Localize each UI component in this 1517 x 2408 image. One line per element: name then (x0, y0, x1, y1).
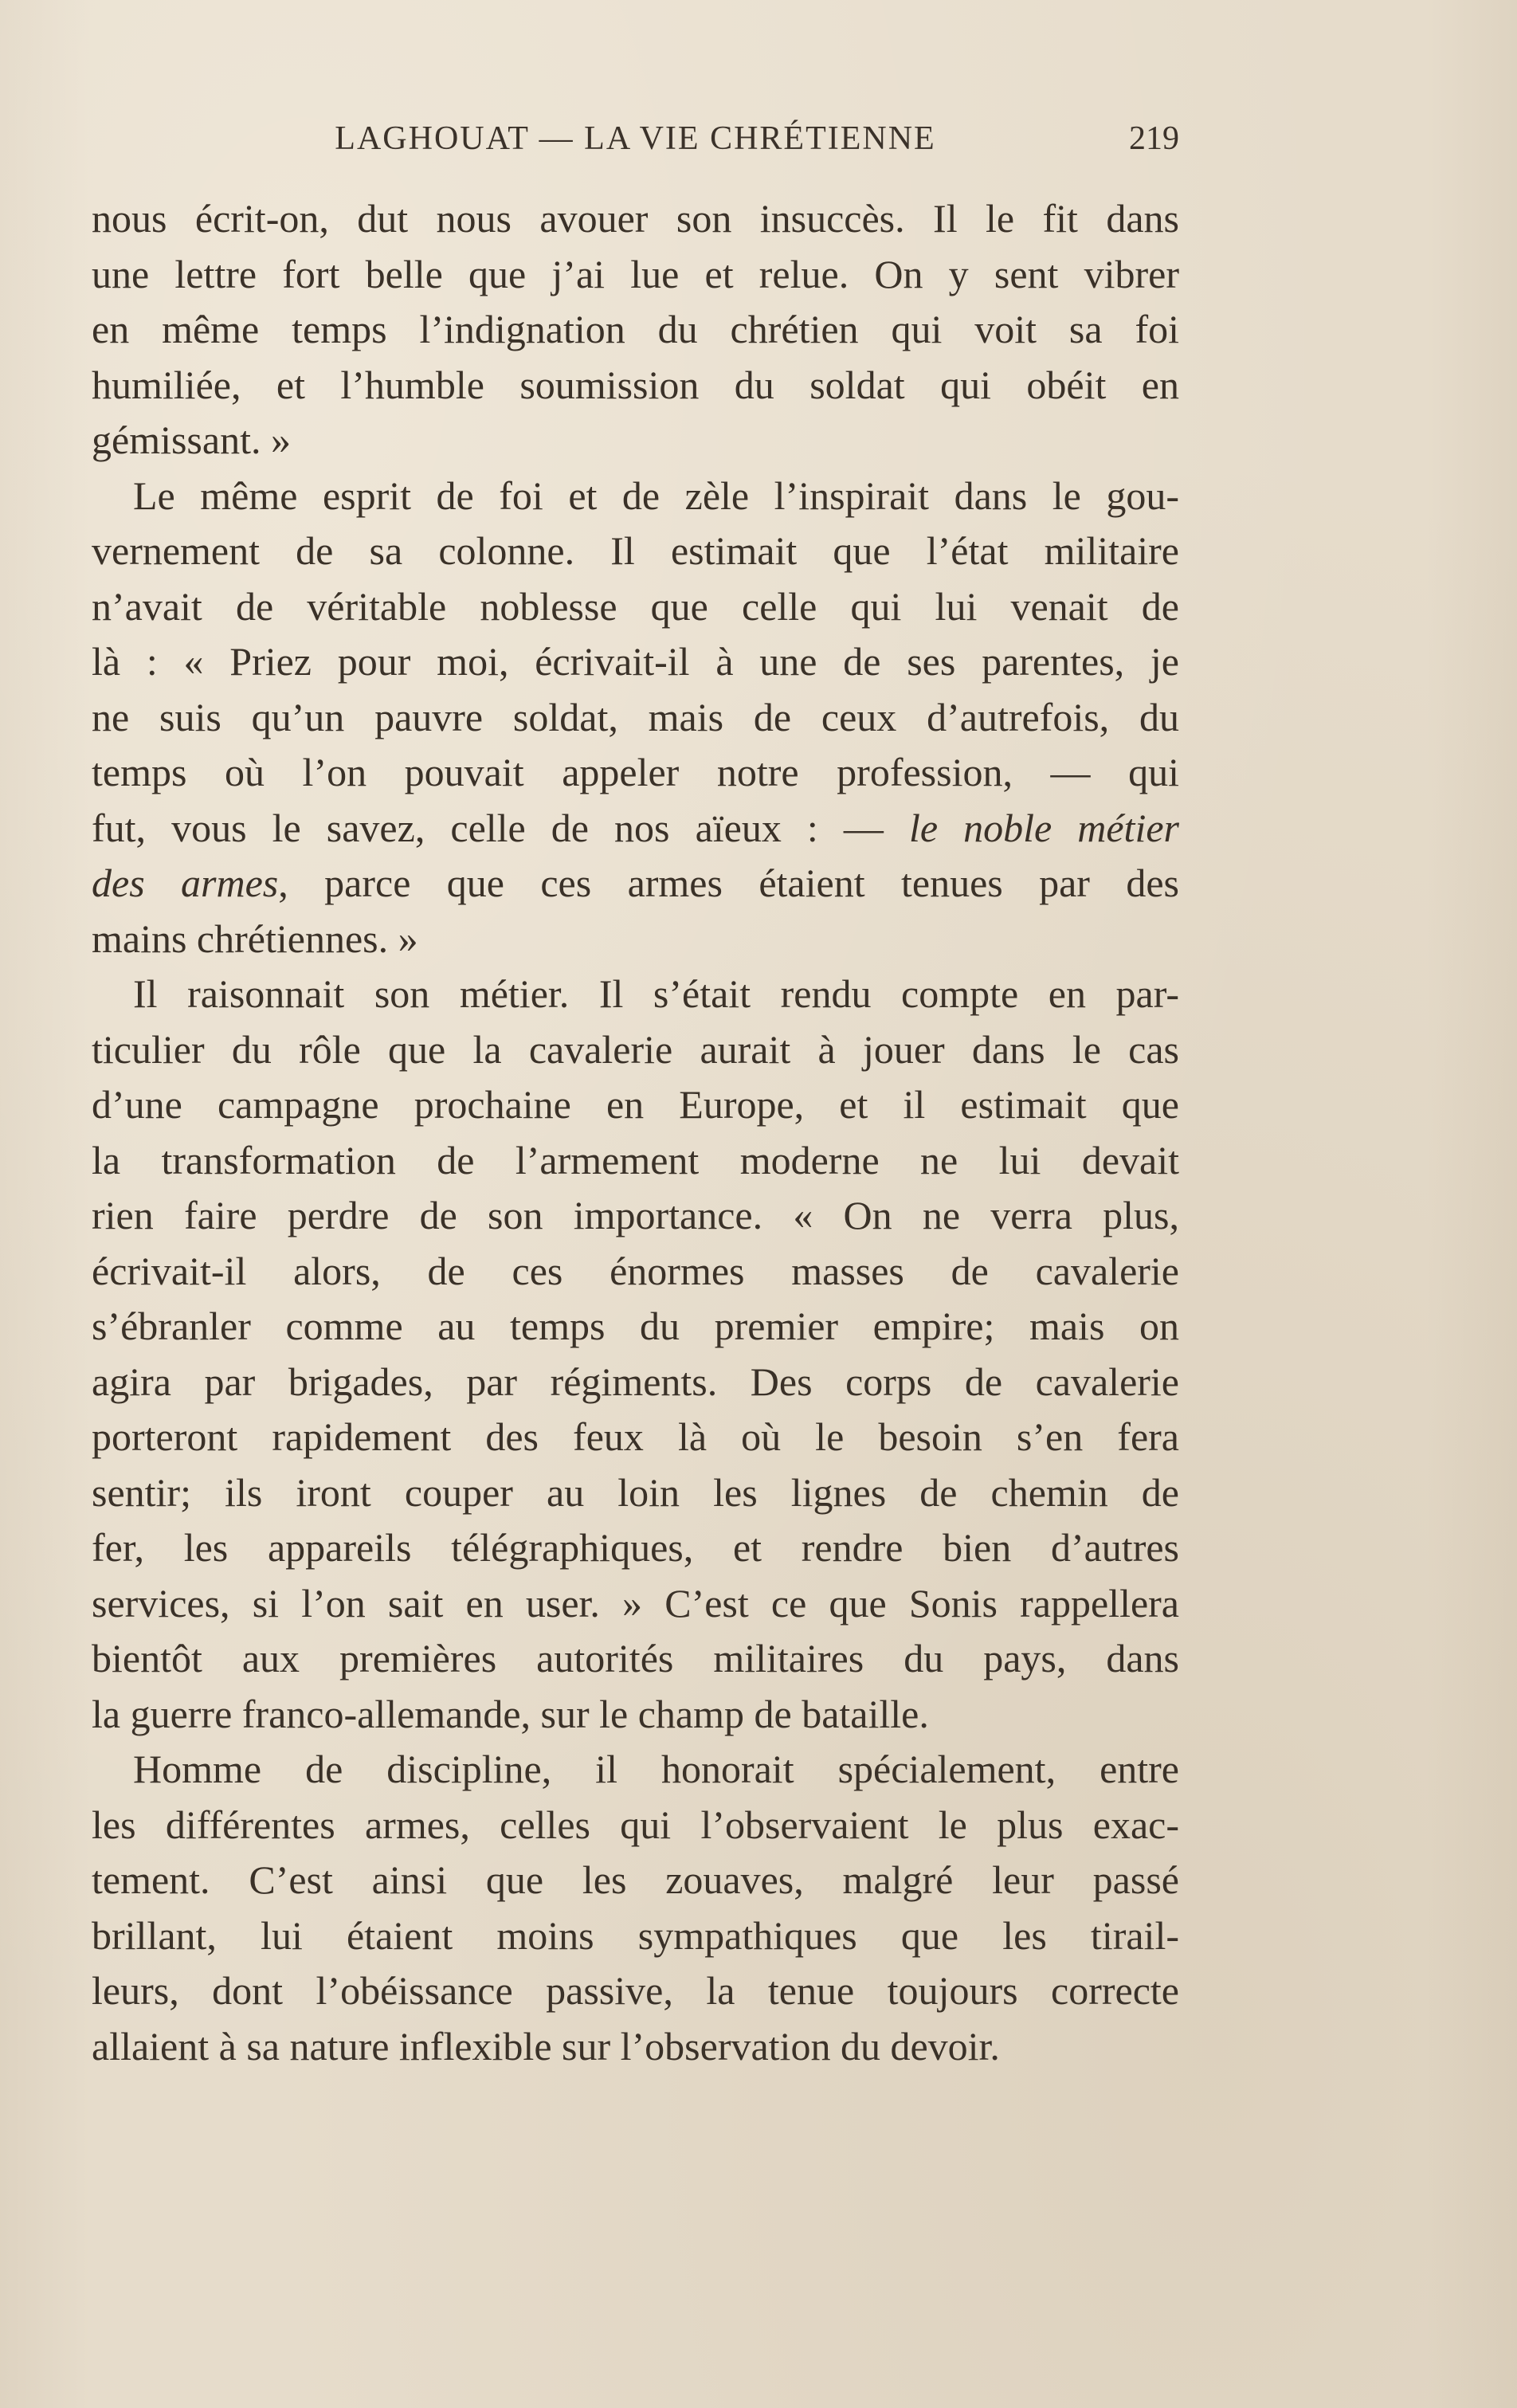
text-line: la guerre franco-allemande, sur le champ de bataille. (92, 1691, 929, 1736)
text-line: Homme de discipline, il honorait spécialement, entre (133, 1747, 1179, 1791)
running-title: LAGHOUAT — LA VIE CHRÉTIENNE (335, 120, 936, 157)
text-line: brillant, lui étaient moins sympathiques que les tirail- (92, 1912, 1179, 1958)
text-line-mixed (92, 801, 1179, 857)
text-line: agira par brigades, par régiments. Des corps de cavalerie (92, 1359, 1179, 1404)
text-line: vernement de sa colonne. Il estimait que l’état militaire (92, 528, 1179, 573)
text-line: sentir; ils iront couper au loin les lignes de chemin de (92, 1469, 1179, 1515)
page-number: 219 (1129, 120, 1179, 157)
text-line: allaient à sa nature inflexible sur l’observation du devoir. (92, 2023, 1000, 2069)
italic-phrase: des armes (92, 861, 279, 905)
text-line: Le même esprit de foi et de zèle l’inspirait dans le gou- (133, 473, 1179, 518)
text-line: tement. C’est ainsi que les zouaves, malgré leur passé (92, 1857, 1179, 1902)
text-line: les différentes armes, celles qui l’observaient le plus exac- (92, 1802, 1179, 1847)
text-line: nous écrit-on, dut nous avouer son insuccès. Il le fit dans (92, 196, 1179, 241)
text-line: ne suis qu’un pauvre soldat, mais de ceux d’autrefois, du (92, 694, 1179, 739)
text-line: services, si l’on sait en user. » C’est ce que Sonis rappellera (92, 1580, 1179, 1626)
text-line: la transformation de l’armement moderne ne lui devait (92, 1137, 1179, 1182)
text-line-mixed (92, 856, 1179, 912)
text-line: leurs, dont l’obéissance passive, la tenue toujours correcte (92, 1968, 1179, 2013)
text-line: porteront rapidement des feux là où le besoin s’en fera (92, 1414, 1179, 1459)
text-line: s’ébranler comme au temps du premier empire; mais on (92, 1304, 1179, 1348)
text-segment: fut, vous le savez, celle de nos aïeux : — (92, 805, 909, 850)
text-line: mains chrétiennes. » (92, 916, 418, 961)
text-line: n’avait de véritable noblesse que celle qui lui venait de (92, 583, 1179, 629)
text-segment: , parce que ces armes étaient tenues par des (278, 861, 1179, 905)
text-line: rien faire perdre de son importance. « On ne verra plus, (92, 1193, 1179, 1237)
text-line: gémissant. » (92, 418, 291, 462)
italic-phrase: le noble métier (908, 805, 1179, 850)
running-head (92, 120, 1179, 167)
text-line: une lettre fort belle que j’ai lue et relue. On y sent vibrer (92, 251, 1179, 296)
body-text (92, 191, 1179, 2074)
text-line: écrivait-il alors, de ces énormes masses de cavalerie (92, 1248, 1179, 1293)
text-line: d’une campagne prochaine en Europe, et il estimait que (92, 1082, 1179, 1127)
text-line: là : « Priez pour moi, écrivait-il à une de ses parentes, je (92, 639, 1179, 684)
text-line: temps où l’on pouvait appeler notre profession, — qui (92, 750, 1179, 794)
text-line: Il raisonnait son métier. Il s’était rendu compte en par- (133, 971, 1179, 1016)
text-line: ticulier du rôle que la cavalerie aurait à jouer dans le cas (92, 1026, 1179, 1072)
text-line: bientôt aux premières autorités militaires du pays, dans (92, 1636, 1179, 1681)
text-line: fer, les appareils télégraphiques, et rendre bien d’autres (92, 1525, 1179, 1570)
text-line: humiliée, et l’humble soumission du soldat qui obéit en (92, 362, 1179, 407)
text-line: en même temps l’indignation du chrétien qui voit sa foi (92, 307, 1179, 351)
